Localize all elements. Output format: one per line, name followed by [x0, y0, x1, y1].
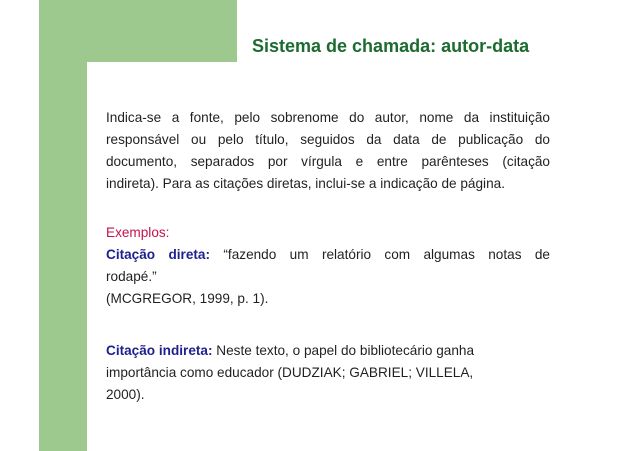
indirect-citation-line — [106, 340, 550, 362]
slide-title: Sistema de chamada: autor-data — [252, 36, 530, 56]
intro-line: documento, separados por vírgula e entre parênteses (citação — [106, 154, 550, 169]
direct-citation-label: Citação direta: — [106, 247, 211, 262]
intro-line: responsável ou pelo título, seguidos da data de publicação do — [106, 132, 550, 147]
intro-line: Indica-se a fonte, pelo sobrenome do autor, nome da instituição — [106, 110, 550, 125]
left-accent-bar — [39, 0, 87, 451]
intro-line: indireta). Para as citações diretas, inclui-se a indicação de página. — [106, 176, 505, 191]
top-accent-bar — [87, 0, 237, 62]
indirect-citation-text: Neste texto, o papel do bibliotecário ganha — [216, 343, 475, 358]
examples-heading: Exemplos: — [106, 225, 170, 240]
direct-citation-line — [106, 244, 550, 266]
indirect-citation-text-continued: importância como educador (DUDZIAK; GABRIEL; VILLELA, — [106, 365, 474, 380]
direct-citation-text: “fazendo um relatório com algumas notas de — [223, 247, 550, 262]
intro-paragraph — [106, 107, 550, 195]
direct-citation-text-continued: rodapé.” — [106, 269, 157, 284]
indirect-citation-section — [106, 340, 550, 406]
examples-section — [106, 222, 550, 310]
indirect-citation-label: Citação indireta: — [106, 343, 213, 358]
direct-citation-reference: (MCGREGOR, 1999, p. 1). — [106, 291, 269, 306]
indirect-citation-text-end: 2000). — [106, 387, 145, 402]
